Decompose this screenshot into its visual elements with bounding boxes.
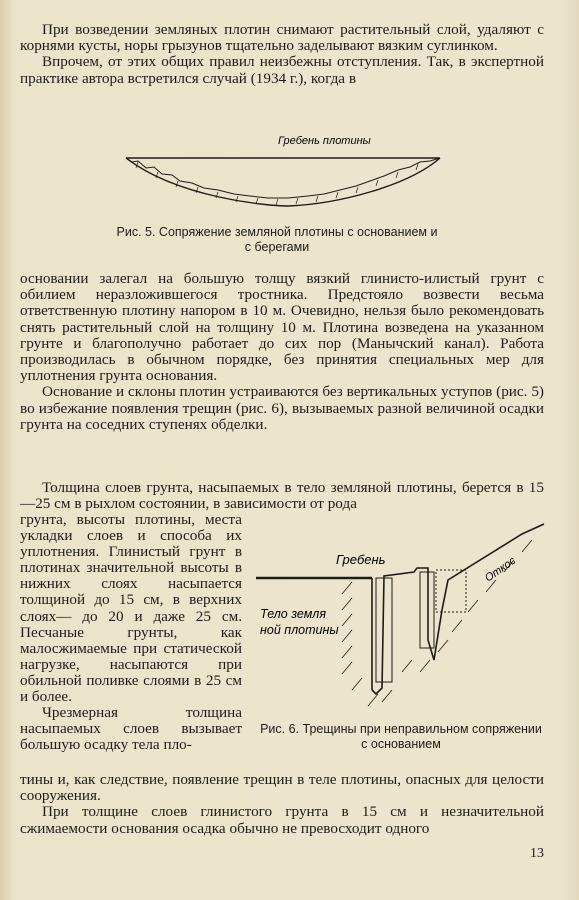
figure-5-label: Гребень плотины xyxy=(278,135,371,147)
text-block-para5-start xyxy=(20,480,544,512)
text-block-bottom xyxy=(20,772,544,837)
figure-6-label-body-2: ной плотины xyxy=(260,623,339,637)
paragraph: Впрочем, от этих общих правил неизбежны отступления. Так, в экспертной практике автора встретился случай (1934 г.), когда в xyxy=(20,53,544,87)
text-column-left xyxy=(20,512,242,753)
paragraph: При возведении земляных плотин снимают растительный слой, удаляют с корнями кусты, норы грызунов тщательно заделывают вязким суглинком. xyxy=(20,21,544,55)
figure-6-label-slope: Откос xyxy=(482,554,519,585)
paragraph: грунта, высоты плотины, места укладки слоев и способа их уплотнения. Глинистый грунт в плотинах значительной высоты в нижних слоях насыпается толщиной до 15 см, в верхних слоях— до 20 и даже 25 см. Песчаные грунты, как малосжимаемые при статической нагрузке, насыпаются при обильной поливке слоями в 25 см и более. xyxy=(20,511,242,706)
paragraph: тины и, как следствие, появление трещин в теле плотины, опасных для целости сооружения. xyxy=(20,771,544,805)
paragraph: основании залегал на большую толщу вязкий глинисто-илистый грунт с обилием неразложившегося тростника. Предстояло возвести весьма ответственную плотину напором в 10 м. Очевидно, нельзя было рекомендовать снять растительный слой на толщину 10 м. Плотина возведена на указанном грунте и благополучно работает до сих пор (Манычский канал). Работа производилась в обычном порядке, без принятия специальных мер для уплотнения грунта основания. xyxy=(20,270,544,385)
paragraph: Чрезмерная толщина насыпаемых слоев вызывает большую осадку тела пло- xyxy=(20,704,242,754)
figure-6-label-body: Тело земля xyxy=(260,607,327,621)
text-block-top xyxy=(20,22,544,87)
figure-6-crack-diagram xyxy=(252,520,552,720)
paragraph: Основание и склоны плотин устраиваются без вертикальных уступов (рис. 5) во избежание появления трещин (рис. 6), вызываемых разной величиной осадки грунта на соседних ступенях обделки. xyxy=(20,383,544,433)
text-block-middle xyxy=(20,271,544,433)
figure-5-dam-diagram xyxy=(118,128,448,218)
page-number: 13 xyxy=(530,846,544,861)
figure-6-caption: Рис. 6. Трещины при неправильном сопряжении с основанием xyxy=(260,722,542,751)
paragraph: Толщина слоев грунта, насыпаемых в тело земляной плотины, берется в 15—25 см в рыхлом состоянии, в зависимости от рода xyxy=(20,479,544,513)
paragraph: При толщине слоев глинистого грунта в 15 см и незначительной сжимаемости основания осадка обычно не превосходит одного xyxy=(20,803,544,837)
figure-6-label-crest: Гребень xyxy=(336,552,386,567)
figure-5-caption: Рис. 5. Сопряжение земляной плотины с основанием и с берегами xyxy=(116,225,438,254)
